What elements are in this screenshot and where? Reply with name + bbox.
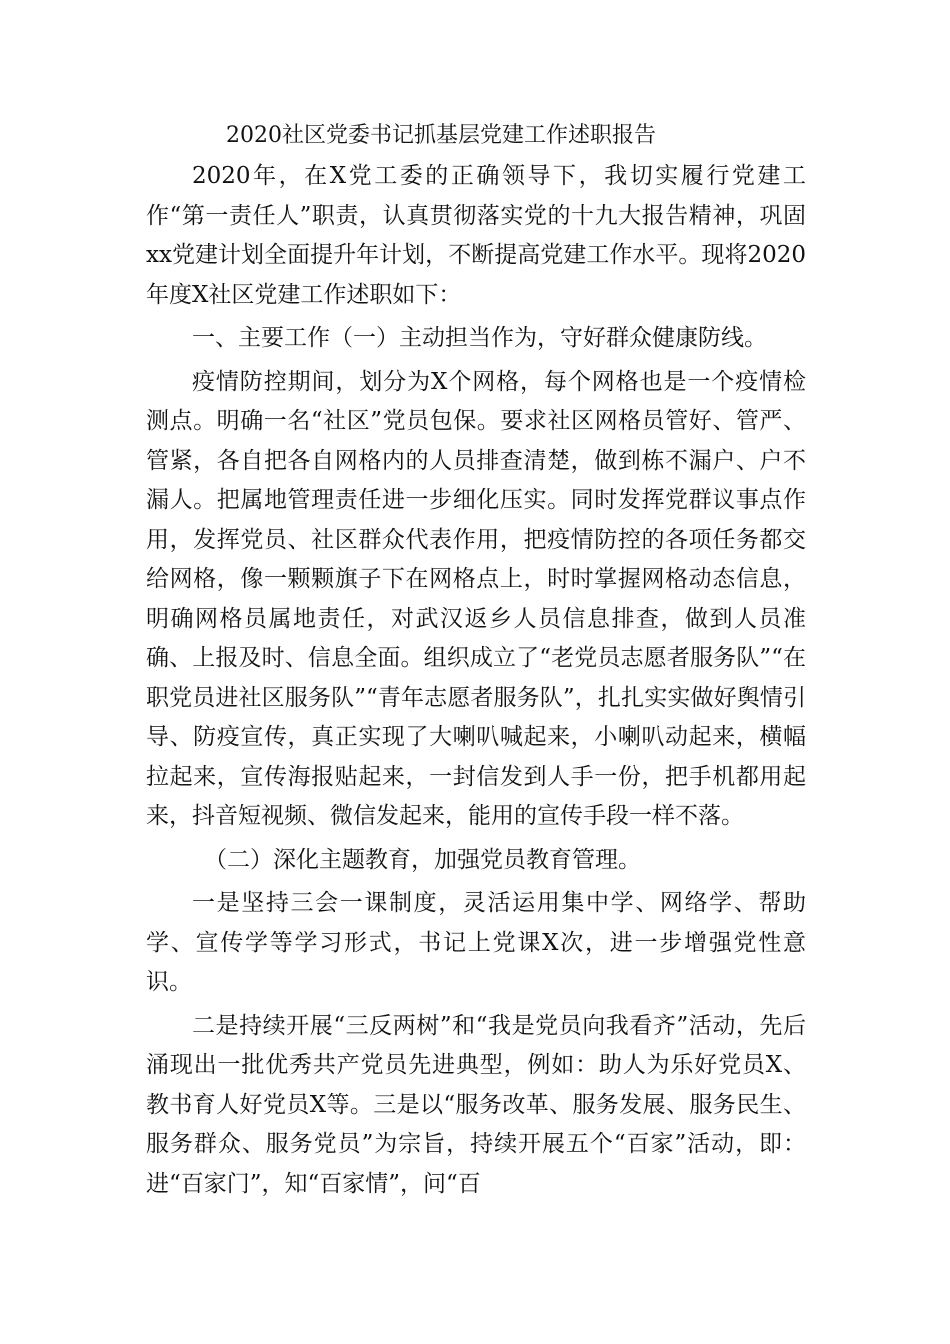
epidemic-control-paragraph: 疫情防控期间，划分为X个网格，每个网格也是一个疫情检测点。明确一名“社区”党员包保。要求社区网格员管好、管严、管紧，各自把各自网格内的人员排查清楚，做到栋不漏户、户不漏人。把属地管理责任进一步细化压实。同时发挥党群议事点作用，发挥党员、社区群众代表作用，把疫情防控的各项任务都交给网格，像一颗颗旗子下在网格点上，时时掌握网格动态信息，明确网格员属地责任，对武汉返乡人员信息排查，做到人员准确、上报及时、信息全面。组织成立了“老党员志愿者服务队”“在职党员进社区服务队”“青年志愿者服务队”，扎扎实实做好舆情引导、防疫宣传，真正实现了大喇叭喊起来，小喇叭动起来，横幅拉起来，宣传海报贴起来，一封信发到人手一份，把手机都用起来，抖音短视频、微信发起来，能用的宣传手段一样不落。 [146, 368, 806, 829]
section-heading-main-work: 一、主要工作（一）主动担当作为，守好群众健康防线。 [192, 325, 767, 351]
study-system-paragraph: 一是坚持三会一课制度，灵活运用集中学、网络学、帮助学、宣传学等学习形式，书记上党课X次，进一步增强党性意识。 [146, 890, 806, 995]
document-body [146, 114, 806, 1208]
activities-paragraph: 二是持续开展“三反两树”和“我是党员向我看齐”活动，先后涌现出一批优秀共产党员先进典型，例如：助人为乐好党员X、教书育人好党员X等。三是以“服务改革、服务发展、服务民生、服务群众、服务党员”为宗旨，持续开展五个“百家”活动，即：进“百家门”，知“百家情”，问“百 [146, 1012, 806, 1197]
intro-paragraph: 2020年，在X党工委的正确领导下，我切实履行党建工作“第一责任人”职责，认真贯彻落实党的十九大报告精神，巩固xx党建计划全面提升年计划，不断提高党建工作水平。现将2020年度X社区党建工作述职如下： [146, 163, 806, 308]
section-heading-theme-education: （二）深化主题教育，加强党员教育管理。 [204, 846, 641, 873]
document-title: 2020社区党委书记抓基层党建工作述职报告 [226, 123, 656, 148]
